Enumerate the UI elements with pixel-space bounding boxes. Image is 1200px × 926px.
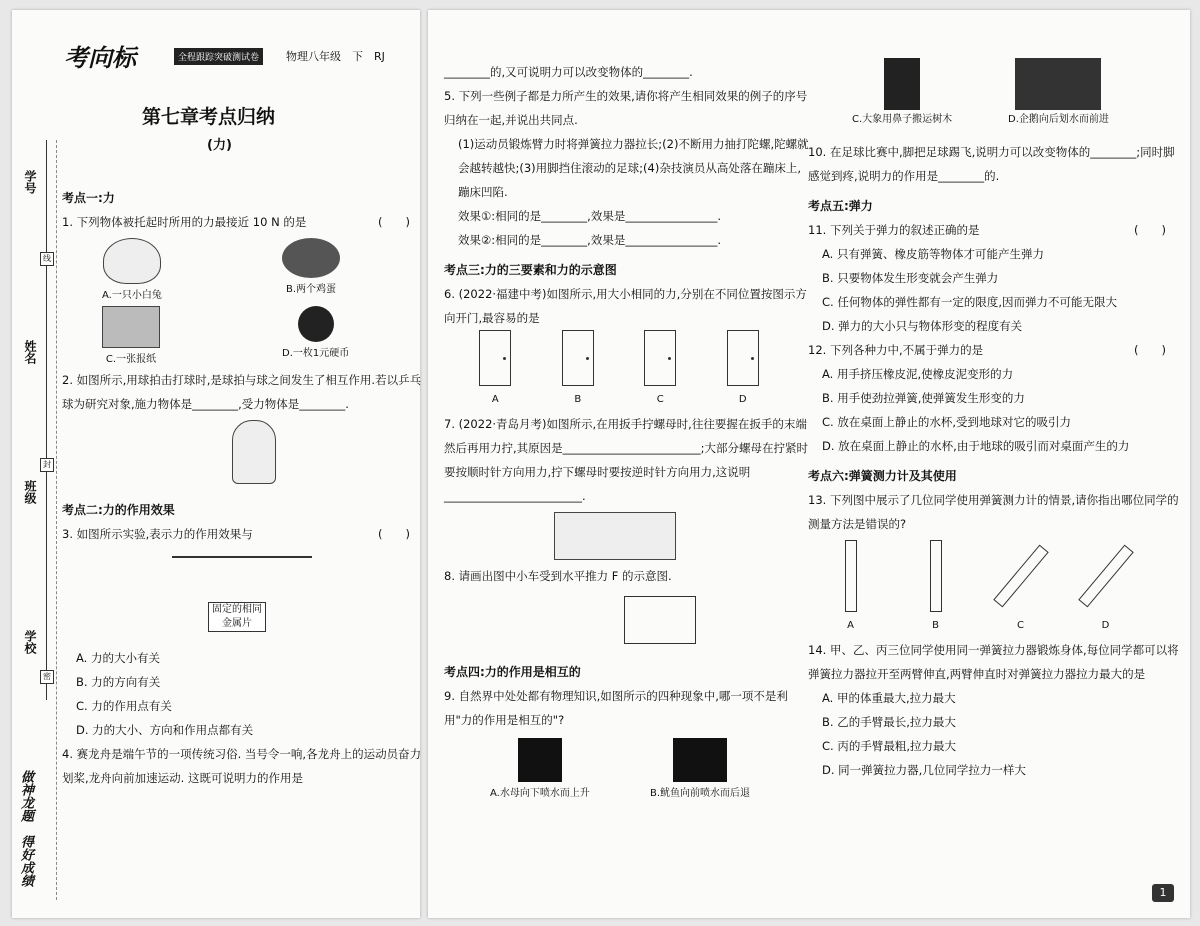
- option: A. 只有弹簧、橡皮筋等物体才可能产生弹力: [822, 247, 1044, 261]
- question-5: 5. 下列一些例子都是力所产生的效果,请你将产生相同效果的例子的序号归纳在一起,并说出共同点.: [444, 89, 808, 127]
- brand-logo: 考向标: [64, 44, 136, 72]
- question-11: 11. 下列关于弹力的叙述正确的是 ( ): [808, 223, 1166, 237]
- door-figure: B: [562, 330, 594, 412]
- coin-figure: D.一枚1元硬币: [282, 306, 349, 366]
- section-heading: 考点四:力的作用是相互的: [444, 665, 581, 679]
- section-heading: 考点二:力的作用效果: [62, 503, 175, 517]
- option: C. 丙的手臂最粗,拉力最大: [822, 739, 956, 753]
- spring-scale-figure: A: [845, 540, 857, 638]
- option: B. 乙的手臂最长,拉力最大: [822, 715, 956, 729]
- question-14: 14. 甲、乙、丙三位同学使用同一弹簧拉力器锻炼身体,每位同学都可以将弹簧拉力器拉开至两臂伸直,两臂伸直时对弹簧拉力器拉力最大的是: [808, 643, 1179, 681]
- spring-scale-figures: [808, 540, 1148, 638]
- door-figures: [454, 330, 784, 412]
- option: A. 用手挤压橡皮泥,使橡皮泥变形的力: [822, 367, 1014, 381]
- door-figure: C: [644, 330, 676, 412]
- seal-mark: 密: [40, 670, 54, 684]
- q9-figures-cont: [808, 58, 1178, 140]
- wrench-figure: [444, 508, 812, 564]
- middle-column: [444, 60, 812, 812]
- question-7: 7. (2022·青岛月考)如图所示,在用扳手拧螺母时,往往要握在扳手的末端然后再用力拧,其原因是________________________;大部分螺母在拧紧时要按顺时针方向用力,拧下螺母时要按逆时针方向用力,这说明________________________.: [444, 417, 809, 503]
- option: B. 只要物体发生形变就会产生弹力: [822, 271, 999, 285]
- squid-figure: B.鱿鱼向前喷水而后退: [650, 738, 750, 806]
- series-tag: 全程跟踪突破测试卷: [174, 48, 263, 65]
- spring-scale-figure: D: [1100, 540, 1112, 638]
- chapter-title: 第七章考点归纳: [142, 106, 276, 128]
- option: C. 放在桌面上静止的水杯,受到地球对它的吸引力: [822, 415, 1071, 429]
- question-12: 12. 下列各种力中,不属于弹力的是 ( ): [808, 343, 1166, 357]
- section-heading: 考点五:弹力: [808, 199, 873, 213]
- question-3: 3. 如图所示实验,表示力的作用效果与 ( ): [62, 527, 410, 541]
- left-page: [12, 10, 420, 918]
- option: C. 任何物体的弹性都有一定的限度,因而弹力不可能无限大: [822, 295, 1117, 309]
- door-figure: A: [479, 330, 511, 412]
- door-figure: D: [727, 330, 759, 412]
- option: A. 甲的体重最大,拉力最大: [822, 691, 956, 705]
- section-heading: 考点六:弹簧测力计及其使用: [808, 469, 957, 483]
- penguin-figure: D.企鹅向后划水而前进: [1008, 58, 1109, 125]
- left-column: [62, 180, 424, 790]
- option: B. 力的方向有关: [76, 675, 161, 689]
- question-8: 8. 请画出图中小车受到水平推力 F 的示意图.: [444, 569, 672, 583]
- option: D. 力的大小、方向和作用点都有关: [76, 723, 254, 737]
- q1-figures: [62, 234, 424, 368]
- right-page: [428, 10, 1190, 918]
- page-header: [64, 38, 414, 74]
- question-4-cont: ________的,又可说明力可以改变物体的________.: [444, 65, 693, 79]
- field-class: 班级: [23, 480, 37, 504]
- eggs-figure: B.两个鸡蛋: [282, 238, 340, 302]
- section-heading: 考点三:力的三要素和力的示意图: [444, 263, 617, 277]
- elephant-figure: C.大象用鼻子搬运树木: [852, 58, 952, 125]
- field-student-id: 学号: [23, 170, 37, 194]
- chapter-subtitle: (力): [207, 138, 232, 153]
- option: D. 弹力的大小只与物体形变的程度有关: [822, 319, 1023, 333]
- option: B. 用手使劲拉弹簧,使弹簧发生形变的力: [822, 391, 1025, 405]
- option: D. 放在桌面上静止的水杯,由于地球的吸引而对桌面产生的力: [822, 439, 1130, 453]
- question-10: 10. 在足球比赛中,脚把足球踢飞,说明力可以改变物体的________;同时脚感觉到疼,说明力的作用是________的.: [808, 145, 1175, 183]
- subject-label: 物理八年级 下 RJ: [286, 50, 385, 63]
- question-5-effect-1: 效果①:相同的是________,效果是________________.: [458, 209, 721, 223]
- q9-figures: [444, 732, 812, 812]
- fill-line: [46, 140, 47, 700]
- newspaper-figure: C.一张报纸: [102, 306, 160, 372]
- question-1: 1. 下列物体被托起时所用的力最接近 10 N 的是 ( ): [62, 215, 410, 229]
- page-number: 1: [1152, 884, 1174, 902]
- jellyfish-figure: A.水母向下喷水而上升: [490, 738, 590, 806]
- spring-scale-figure: C: [1015, 540, 1027, 638]
- option: D. 同一弹簧拉力器,几位同学拉力一样大: [822, 763, 1026, 777]
- option: A. 力的大小有关: [76, 651, 160, 665]
- seal-mark: 线: [40, 252, 54, 266]
- field-name: 姓名: [23, 340, 37, 364]
- cart-figure: [444, 588, 812, 654]
- right-column: [808, 140, 1180, 782]
- metal-strip-figure: 固定的相同金属片: [62, 546, 424, 646]
- field-school: 学校: [23, 630, 37, 654]
- question-6: 6. (2022·福建中考)如图所示,用大小相同的力,分别在不同位置按图示方向开门,最容易的是: [444, 287, 807, 325]
- question-9: 9. 自然界中处处都有物理知识,如图所示的四种现象中,哪一项不是利用"力的作用是相互的"?: [444, 689, 788, 727]
- question-13: 13. 下列图中展示了几位同学使用弹簧测力计的情景,请你指出哪位同学的测量方法是错误的?: [808, 493, 1179, 531]
- question-5-examples: (1)运动员锻炼臂力时将弹簧拉力器拉长;(2)不断用力抽打陀螺,陀螺就会越转越快;(3)用脚挡住滚动的足球;(4)杂技演员从高处落在蹦床上,蹦床凹陷.: [458, 137, 809, 199]
- spring-scale-figure: B: [930, 540, 942, 638]
- question-2: 2. 如图所示,用球拍击打球时,是球拍与球之间发生了相互作用.若以乒乓球为研究对象,施力物体是________,受力物体是________.: [62, 373, 422, 411]
- question-4: 4. 赛龙舟是端午节的一项传统习俗. 当号令一响,各龙舟上的运动员奋力划桨,龙舟向前加速运动. 这既可说明力的作用是: [62, 747, 422, 785]
- option: C. 力的作用点有关: [76, 699, 172, 713]
- rabbit-figure: A.一只小白兔: [102, 238, 162, 308]
- ping-pong-figure: [62, 416, 424, 492]
- section-heading: 考点一:力: [62, 191, 115, 205]
- seal-mark: 封: [40, 458, 54, 472]
- question-5-effect-2: 效果②:相同的是________,效果是________________.: [458, 233, 721, 247]
- slogan: 做神龙题 得好成绩: [18, 770, 33, 887]
